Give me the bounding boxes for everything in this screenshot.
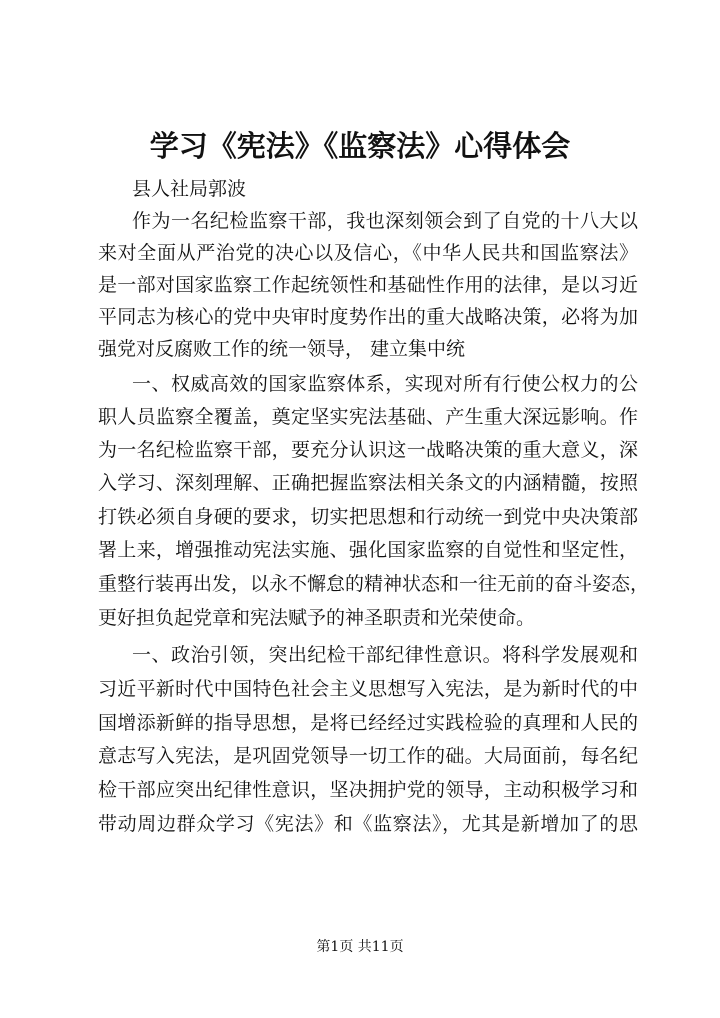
page-footer: 第1页 共11页	[316, 939, 404, 955]
paragraph-line: 一、政治引领，突出纪检干部纪律性意识。将科学发展观和	[132, 644, 638, 666]
paragraph-line: 带动周边群众学习《宪法》和《监察法》，尤其是新增加了的思	[98, 813, 638, 835]
paragraph-line: 署上来，增强推动宪法实施、强化国家监察的自觉性和坚定性，	[98, 539, 638, 561]
paragraph-line: 强党对反腐败工作的统一领导， 建立集中统	[98, 338, 466, 360]
paragraph-line: 作为一名纪检监察干部，我也深刻领会到了自党的十八大以	[132, 210, 638, 232]
paragraph-line: 习近平新时代中国特色社会主义思想写入宪法，是为新时代的中	[98, 678, 638, 700]
paragraph-line: 意志写入宪法，是巩固党领导一切工作的础。大局面前，每名纪	[98, 745, 638, 767]
paragraph-line: 平同志为核心的党中央审时度势作出的重大战略决策，必将为加	[98, 306, 638, 328]
paragraph-line: 是一部对国家监察工作起统领性和基础性作用的法律，是以习近	[98, 274, 638, 296]
paragraph-line: 更好担负起党章和宪法赋予的神圣职责和光荣使命。	[98, 607, 536, 629]
paragraph-line: 打铁必须自身硬的要求，切实把思想和行动统一到党中央决策部	[98, 506, 638, 528]
paragraph-line: 职人员监察全覆盖，奠定坚实宪法基础、产生重大深远影响。作	[98, 406, 638, 428]
paragraph-line: 入学习、深刻理解、正确把握监察法相关条文的内涵精髓，按照	[98, 472, 638, 494]
paragraph-line: 检干部应突出纪律性意识，坚决拥护党的领导，主动积极学习和	[98, 779, 638, 801]
document-author: 县人社局郭波	[132, 178, 247, 200]
paragraph-line: 一、权威高效的国家监察体系，实现对所有行使公权力的公	[132, 373, 638, 395]
paragraph-line: 为一名纪检监察干部，要充分认识这一战略决策的重大意义，深	[98, 439, 638, 461]
paragraph-line: 重整行装再出发，以永不懈怠的精神状态和一往无前的奋斗姿态，	[98, 573, 650, 595]
paragraph-line: 来对全面从严治党的决心以及信心，《中华人民共和国监察法》	[98, 242, 638, 264]
document-title: 学习《宪法》《监察法》心得体会	[149, 129, 571, 163]
paragraph-line: 国增添新鲜的指导思想，是将已经经过实践检验的真理和人民的	[98, 712, 638, 734]
